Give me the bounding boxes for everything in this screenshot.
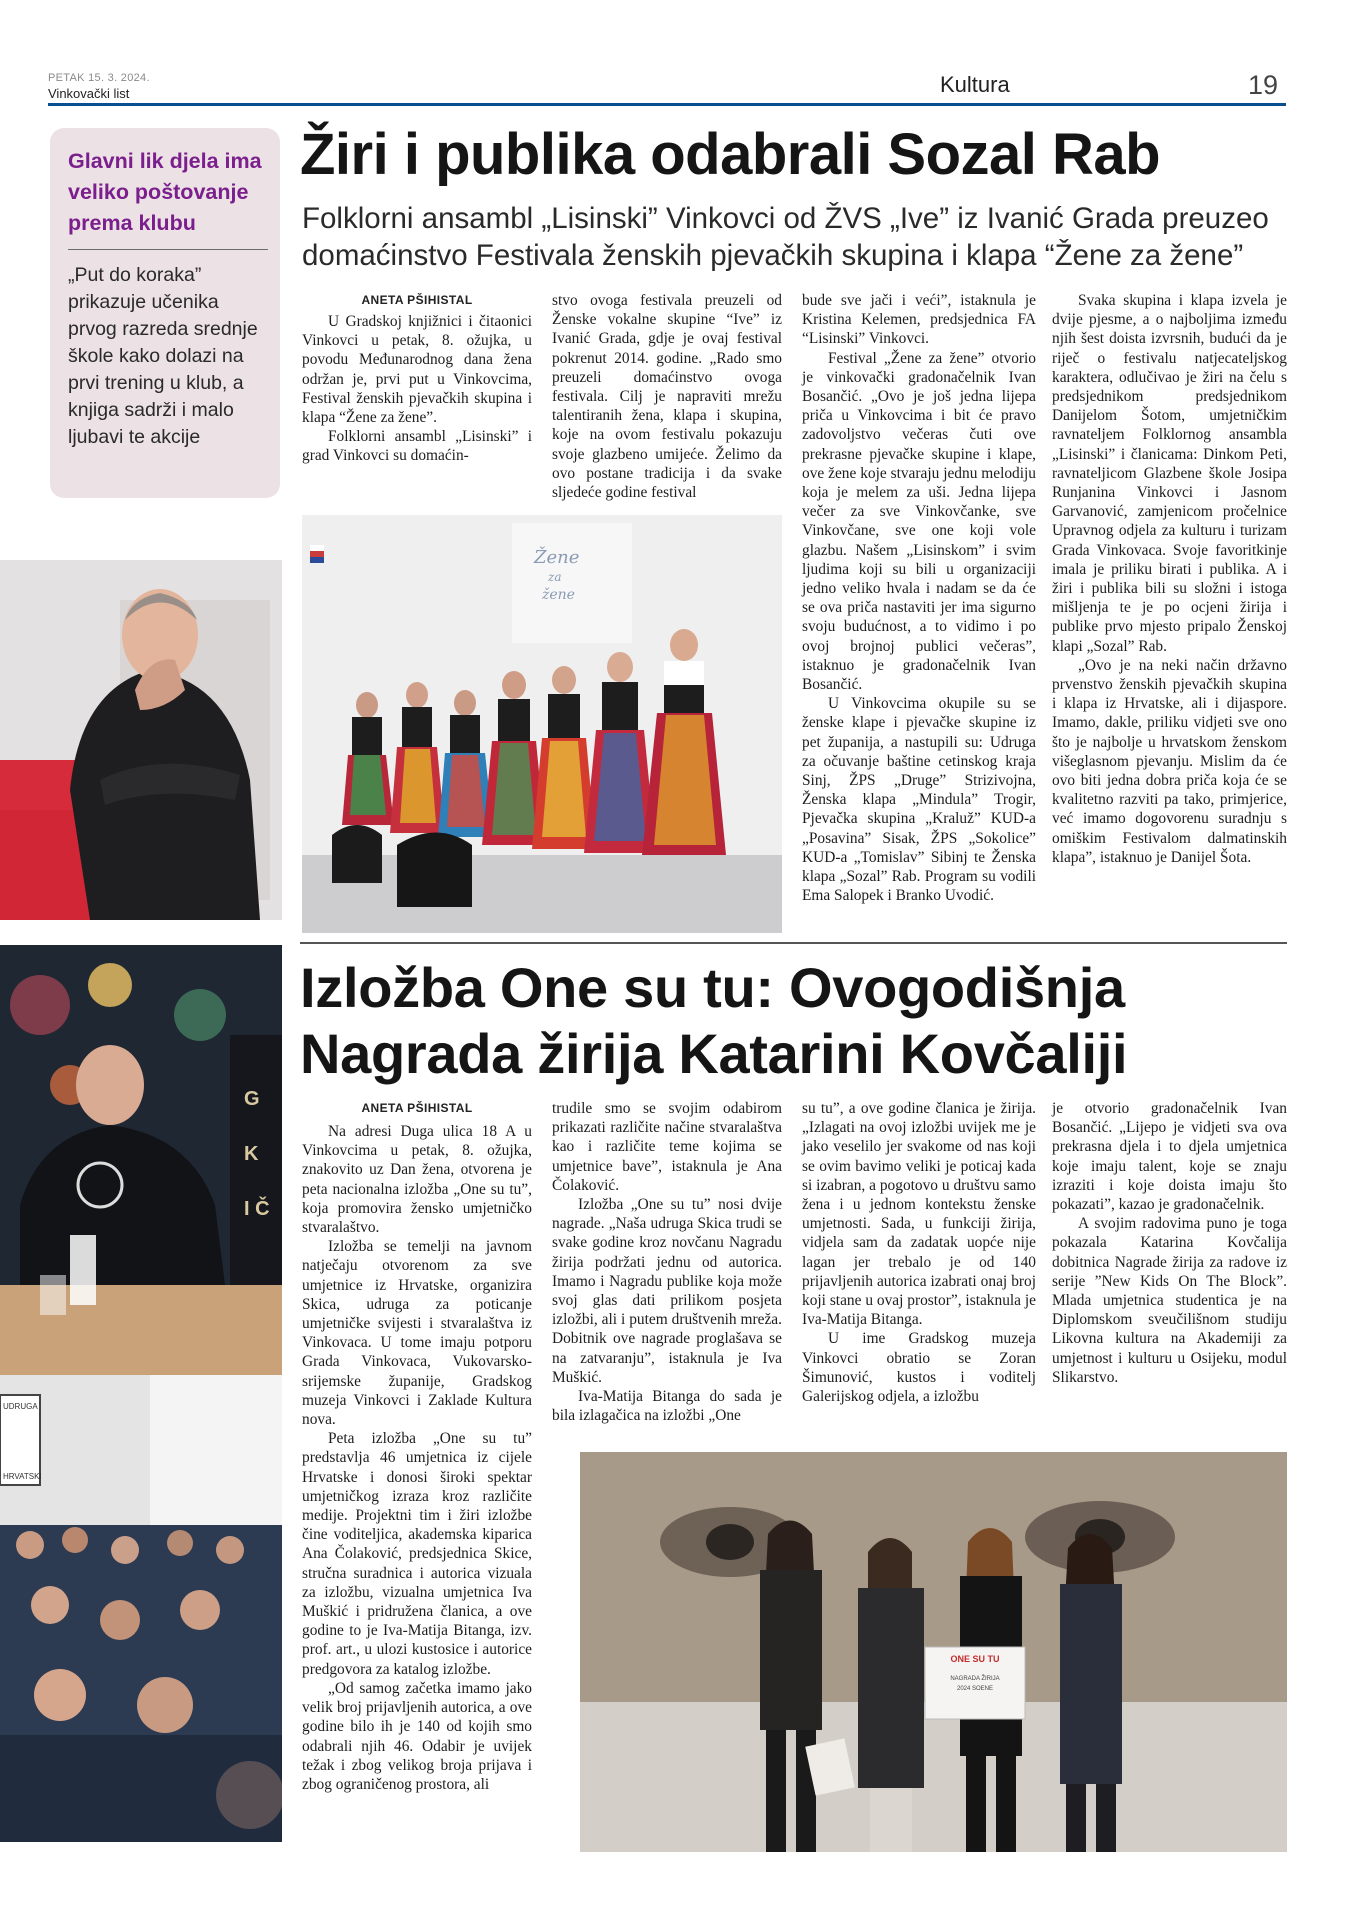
paragraph: Festival „Žene za žene” otvorio je vinkovački gradonačelnik Ivan Bosančić. „Ovo je još jedna lijepa priča u Vinkovcima i bit će pravo zadovoljstvo večeras čuti ove prekrasne pjevačke skupine i klape, ove žene koje stvaraju jednu melodiju koja je melem za uši. Jedna lijepa večer za sve Vinkovčanke, sve Vinkovčane, sve one koji vole glazbu. Našem „Lisinskom” i svim ljudima koji su bili u organizaciji jedno veliko hvala i nadam se da će se ova priča nastaviti jer ima sigurno svoju budućnost, a to vidimo i po ovoj brojnoj publici večeras”, istaknuo je gradonačelnik Ivan Bosančić. <box>802 349 1036 694</box>
diploma-line-2: 2024 SOENE <box>956 1686 994 1692</box>
page-number: 19 <box>1248 70 1279 100</box>
header-rule <box>48 103 1286 106</box>
headline-article-1: Žiri i publika odabrali Sozal Rab <box>300 122 1161 187</box>
paragraph: Folklorni ansambl „Lisinski” i grad Vinkovci su domaćin- <box>302 428 532 465</box>
paragraph: Izložba „One su tu” nosi dvije nagrade. „Naša udruga Skica trudi se svake godine kroz novčanu Nagradu žirija podržati jednu od autorica. Imamo i Nagradu publike koja može svoj glas dati prilikom posjeta izložbi, ali i putem društvenih mreža. Dobitnik ove nagrade proglašava se na zatvaranju”, istaknula je Iva Muškić. <box>552 1196 782 1386</box>
pull-quote-title: Glavni lik djela ima veliko poštovanje prema klubu <box>68 149 262 235</box>
byline-article-2: ANETA PŠIHISTAL <box>361 1101 473 1115</box>
svg-text:K: K <box>244 1143 259 1165</box>
photo-speaker-at-table <box>0 945 282 1377</box>
paragraph: Izložba se temelji na javnom natječaju otvorenom za sve umjetnice iz Hrvatske, organizira Skica, udruga za poticanje umjetničke svijesti i stvaralaštva iz Vinkovaca. U tome imaju potporu Grada Vinkovaca, Vukovarsko-srijemske županije, Gradskog muzeja Vinkovci i Zaklade Kultura nova. <box>302 1238 532 1429</box>
diploma-line-1: NAGRADA ŽIRIJA <box>950 1676 1000 1682</box>
photo-singers-illustration <box>302 515 782 933</box>
subheadline-article-1: Folklorni ansambl „Lisinski” Vinkovci od ŽVS „Ive” iz Ivanić Grada preuzeo domaćinstvo Festivala ženskih pjevačkih skupina i klapa “Žene za žene” <box>302 202 1269 272</box>
poster-line-1: Žene <box>534 547 580 568</box>
photo-award-ceremony <box>580 1452 1287 1852</box>
paragraph: su tu”, a ove godine članica je žirija. „Izlagati na ovoj izložbi uvijek me je jako veselilo jer svakome od nas koji se ovim bavimo veliki je poticaj kada si izabran, a pogotovo u društvu samo žena i u jednom kontekstu ženske umjetnosti. Sada, u funkciji žirija, vidjela sam da zadatak uopće nije lagan jer trebalo je od 140 prijavljenih autorica izabrati onaj broj koji stane u ovaj prostor”, istaknula je Iva-Matija Bitanga. <box>802 1100 1036 1329</box>
photo-audience <box>0 1375 282 1842</box>
diploma-title: ONE SU TU <box>950 1654 1000 1664</box>
article-1-column-4 <box>1052 291 1287 867</box>
photo-award-illustration <box>580 1452 1287 1852</box>
poster-line-2: za <box>548 570 562 584</box>
paragraph: Na adresi Duga ulica 18 A u Vinkovcima u petak, 8. ožujka, znakovito uz Dan žena, otvorena je peta nacionalna izložba „One su tu”, koja promovira žensko umjetničko stvaralaštvo. <box>302 1123 532 1237</box>
wall-sign-top: UDRUGA <box>3 1402 38 1411</box>
newspaper-name: Vinkovački list <box>48 86 130 101</box>
photo-audience-illustration <box>0 1375 282 1842</box>
pull-quote-box <box>50 128 280 498</box>
section-title: Kultura <box>940 72 1010 97</box>
paragraph: trudile smo se svojim odabirom prikazati različite načine stvaralaštva kao i različite teme kojima se umjetnice bave”, istaknula je Ana Čolaković. <box>552 1100 782 1194</box>
article-2-column-1 <box>302 1122 532 1794</box>
svg-text:I Č: I Č <box>244 1198 270 1220</box>
headline-article-2: Izložba One su tu: Ovogodišnja Nagrada žirija Katarini Kovčaliji <box>300 956 1128 1085</box>
article-2-column-4 <box>1052 1099 1287 1387</box>
paragraph: „Od samog začetka imamo jako velik broj prijavljenih autorica, a ove godine bilo ih je 140 od kojih smo odabrali njih 46. Odabir je uvijek težak i zbog velikog broja prijava i zbog ograničenog prostora, ali <box>302 1679 532 1793</box>
wall-sign-bottom: HRVATSKI <box>3 1472 42 1481</box>
article-2-column-3 <box>802 1099 1036 1406</box>
photo-man-thinking-illustration <box>0 560 282 920</box>
paragraph: A svojim radovima puno je toga pokazala Katarina Kovčalija dobitnica Nagrade žirija za radove iz serije ”New Kids On The Block”. Mlada umjetnica studentica je na Diplomskom sveučilišnom studiju Likovna kultura na Akademiji za umjetnost i kulturu u Osijeku, modul Slikarstvo. <box>1052 1215 1287 1386</box>
paragraph: U Gradskoj knjižnici i čitaonici Vinkovci u petak, 8. ožujka, u povodu Međunarodnog dana žena održan je, prvi put u Vinkovcima, Festival ženskih pjevačkih skupina i klapa “Žene za žene”. <box>302 313 532 427</box>
paragraph: bude sve jači i veći”, istaknula je Kristina Kelemen, predsjednica FA “Lisinski” Vinkovci. <box>802 292 1036 348</box>
issue-date: PETAK 15. 3. 2024. <box>48 72 150 84</box>
article-1-column-3 <box>802 291 1036 906</box>
paragraph: Svaka skupina i klapa izvela je dvije pjesme, a o najboljima između njih šest doista izvrsnih, budući da je riječ o festivalu natjecateljskog karaktera, odlučivao je žiri na čelu s predsjednikom predsjednikom Danijelom Šotom, umjetničkim ravnateljem Folklornog ansambla „Lisinski” i članicama: Dinkom Peti, ravnateljicom Glazbene škole Josipa Runjanina Vinkovci i Jasnom Garvanović, zamjenicom pročelnice Upravnog odjela za kulturu i turizam Grada Vinkovaca. Svoje favoritkinje imala je priliku birati i publika. A i žiri i publika bili su složni i istoga mišljenja te je po ocjeni žirija i publike prvo mjesto pripalo Ženskoj klapi „Sozal” Rab. <box>1052 292 1287 655</box>
paragraph: stvo ovoga festivala preuzeli od Ženske vokalne skupine “Ive” iz Ivanić Grada, gdje je ovaj festival pokrenut 2014. godine. „Rado smo preuzeli domaćinstvo ovoga festivala. Cilj je napraviti mrežu talentiranih žena, klapa i skupina, koje na ovom festivalu pokazuju svoje glazbeno umijeće. Želimo da ovo postane tradicija i da svake sljedeće godine festival <box>552 292 782 502</box>
paragraph: je otvorio gradonačelnik Ivan Bosančić. „Lijepo je vidjeti sva ova prekrasna djela i to djela umjetnica koje imaju talent, koje se znaju izraziti i koje doista imaju što pokazati”, kazao je gradonačelnik. <box>1052 1100 1287 1214</box>
svg-text:G: G <box>244 1088 260 1110</box>
pull-quote-text: „Put do koraka” prikazuje učenika prvog razreda srednje škole kako dolazi na prvi trening u klub, a knjiga sadrži i malo ljubavi te akcije <box>68 264 258 448</box>
photo-man-thinking <box>0 560 282 920</box>
article-separator <box>300 942 1287 944</box>
paragraph: „Ovo je na neki način državno prvenstvo ženskih pjevačkih skupina i klapa iz Hrvatske, ali i dijaspore. Imamo, dakle, priliku vidjeti sve ono što je najbolje u hrvatskom ženskom višeglasnom pjevanju. Mislim da će ovo biti jedna dobra priča koja će se kvalitetno razviti pa tako, primjerice, već imamo dogovorenu suradnju s omiškim Festivalom dalmatinskih klapa”, istaknuo je Danijel Šota. <box>1052 656 1287 866</box>
poster-line-3: žene <box>542 587 575 603</box>
pull-quote-divider <box>68 249 268 250</box>
article-1-column-1 <box>302 312 532 466</box>
article-1-column-2 <box>552 291 782 502</box>
paragraph: Iva-Matija Bitanga do sada je bila izlagačica na izložbi „One <box>552 1388 782 1425</box>
paragraph: U ime Gradskog muzeja Vinkovci obratio se Zoran Šimunović, kustos i voditelj Galerijskog odjela, a izložbu <box>802 1330 1036 1406</box>
photo-speaker-illustration <box>0 945 282 1377</box>
paragraph: Peta izložba „One su tu” predstavlja 46 umjetnica iz cijele Hrvatske i donosi široki spektar umjetničkog izraza kroz različite medije. Projektni tim i žiri izložbe čine voditeljica, akademska kiparica Ana Čolaković, predsjednica Skice, stručna suradnica i autorica vizuala za izložbu, vizualna umjetnica Iva Muškić i pridružena članica, a ove godine to je Iva-Matija Bitanga, izv. prof. art., u ulozi kustosice i autorice predgovora za katalog izložbe. <box>302 1430 532 1678</box>
paragraph: U Vinkovcima okupile su se ženske klape i pjevačke skupine iz pet županija, a nastupili su: Udruga za očuvanje baštine cetinskog kraja Sinj, ŽPS „Druge” Strizivojna, Ženska klapa „Mindula” Trogir, Pjevačka skupina „Kraluž” KUD-a „Posavina” Sisak, ŽPS „Sokolice” KUD-a „Tomislav” Sibinj te Ženska klapa „Sozal” Rab. Program su vodili Ema Salopek i Branko Uvodić. <box>802 695 1036 905</box>
article-2-column-2 <box>552 1099 782 1425</box>
photo-singers-stage <box>302 515 782 933</box>
byline-article-1: ANETA PŠIHISTAL <box>361 293 473 307</box>
